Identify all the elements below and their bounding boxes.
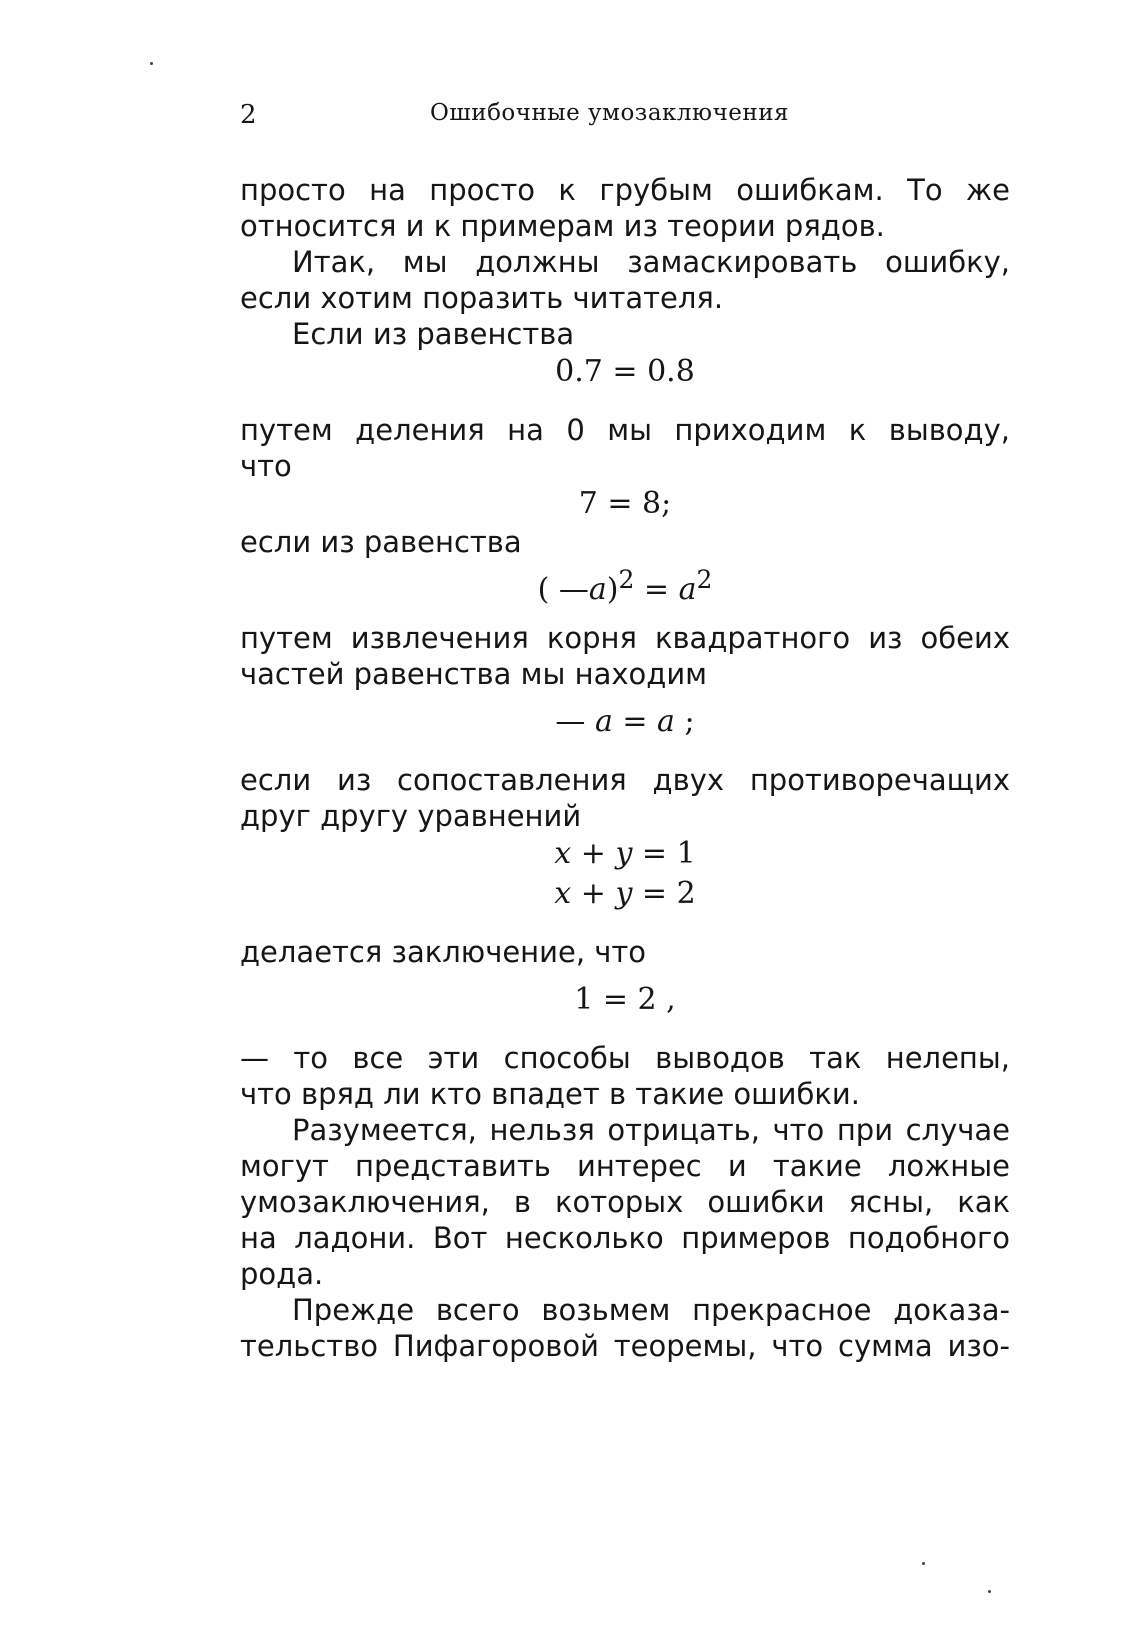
text-line: что (240, 449, 292, 483)
body-text (240, 172, 1010, 1364)
text-line: друг другу уравнений (240, 799, 582, 833)
paragraph-start-line: Итак, мы должны замаскировать ошибку, (292, 245, 1010, 279)
text-line: если из равенства (240, 525, 522, 559)
formula-equation-one: x + y = 1 (554, 836, 696, 871)
text-line: тельство Пифагоровой теоремы, что сумма изо- (240, 1329, 1010, 1363)
scan-speck (922, 1562, 925, 1565)
page-header (240, 100, 1020, 140)
scan-speck (988, 1590, 991, 1593)
formula-square-equality: ( —a)$^2$ = $a^2$ (537, 565, 713, 607)
paragraph-start-line: Если из равенства (292, 317, 575, 351)
text-line: путем извлечения корня квадратного из обеих (240, 621, 1010, 655)
text-line: на ладони. Вот несколько примеров подобного (240, 1221, 1010, 1255)
text-line: если из сопоставления двух противоречащих (240, 763, 1010, 797)
formula-minus-a-equals-a: — a = a ; (555, 704, 695, 739)
formula-equality-decimals: 0.7 = 0.8 (555, 354, 695, 389)
text-line: рода. (240, 1257, 324, 1291)
page-number: 2 (240, 100, 257, 130)
text-line: частей равенства мы находим (240, 657, 708, 691)
paragraph-start-line: Прежде всего возьмем прекрасное доказа- (292, 1293, 1010, 1327)
text-line: если хотим поразить читателя. (240, 281, 724, 315)
formula-equation-two: x + y = 2 (554, 876, 696, 911)
scan-speck (150, 62, 153, 65)
text-line: умозаключения, в которых ошибки ясны, как (240, 1185, 1010, 1219)
text-line: относится и к примерам из теории рядов. (240, 209, 885, 243)
formula-seven-equals-eight: 7 = 8; (578, 486, 672, 521)
text-line: — то все эти способы выводов так нелепы, (240, 1041, 1010, 1075)
text-line: просто на просто к грубым ошибкам. То же (240, 173, 1010, 207)
text-line: делается заключение, что (240, 935, 647, 969)
text-line: что вряд ли кто впадет в такие ошибки. (240, 1077, 860, 1111)
text-line: могут представить интерес и такие ложные (240, 1149, 1010, 1183)
formula-one-equals-two: 1 = 2 , (574, 982, 676, 1017)
paragraph-start-line: Разумеется, нельзя отрицать, что при случае (292, 1113, 1010, 1147)
running-title: Ошибочные умозаключения (430, 100, 790, 126)
text-line: путем деления на 0 мы приходим к выводу, (240, 413, 1010, 447)
